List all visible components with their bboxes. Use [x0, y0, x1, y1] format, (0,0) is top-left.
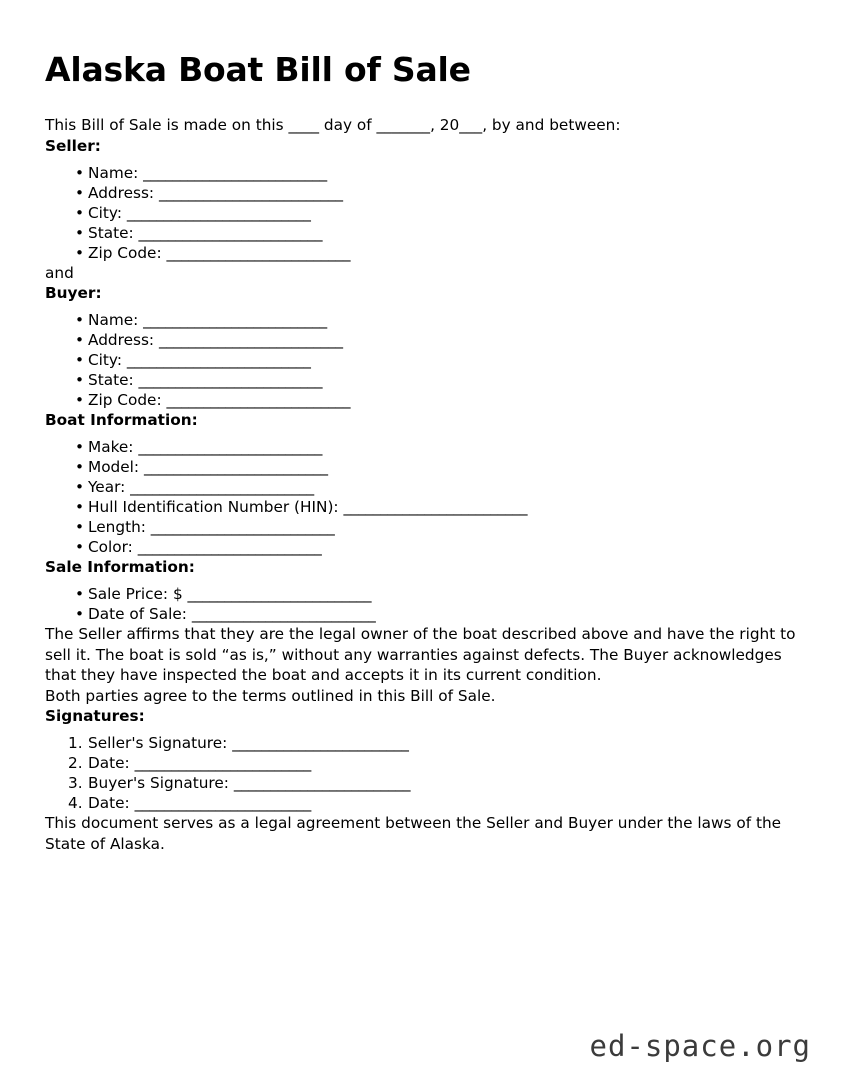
intro-paragraph: This Bill of Sale is made on this ____ day of _______, 20___, by and between: — [45, 116, 621, 135]
field-label: Make: — [88, 438, 134, 457]
field-label: Date of Sale: — [88, 605, 187, 624]
field-blank[interactable]: _________________________ — [138, 438, 323, 457]
list-item — [45, 477, 799, 497]
list-item — [45, 604, 799, 624]
sale-information-field-list — [45, 584, 799, 624]
field-label: City: — [88, 203, 123, 222]
bullet-icon: • — [75, 183, 85, 202]
bullet-icon: • — [75, 311, 85, 330]
field-blank[interactable]: _________________________ — [343, 498, 528, 517]
bullet-icon: • — [75, 351, 85, 370]
field-blank[interactable]: _________________________ — [137, 538, 322, 557]
buyer-heading: Buyer: — [45, 284, 102, 303]
list-number: 4. — [68, 794, 83, 813]
field-label: State: — [88, 223, 134, 242]
list-item — [45, 753, 799, 773]
field-blank[interactable]: ________________________ — [134, 794, 311, 813]
list-item — [45, 584, 799, 604]
field-label: Length: — [88, 518, 146, 537]
bullet-icon: • — [75, 243, 85, 262]
field-label: Date: — [88, 754, 130, 773]
page-title: Alaska Boat Bill of Sale — [45, 50, 471, 89]
field-blank[interactable]: ________________________ — [134, 754, 311, 773]
boat-information-field-list — [45, 437, 799, 557]
field-blank[interactable]: _________________________ — [138, 371, 323, 390]
field-blank[interactable]: _________________________ — [126, 203, 311, 222]
field-blank[interactable]: _________________________ — [166, 391, 351, 410]
bullet-icon: • — [75, 518, 85, 537]
field-blank[interactable]: _________________________ — [150, 518, 335, 537]
list-item — [45, 163, 799, 183]
field-label: Address: — [88, 183, 155, 202]
buyer-field-list — [45, 310, 799, 410]
field-label: Model: — [88, 458, 140, 477]
field-blank[interactable]: _________________________ — [191, 605, 376, 624]
bullet-icon: • — [75, 538, 85, 557]
field-label: Seller's Signature: — [88, 734, 228, 753]
list-item — [45, 223, 799, 243]
field-label: Year: — [88, 478, 126, 497]
field-label: State: — [88, 371, 134, 390]
bullet-icon: • — [75, 458, 85, 477]
list-item — [45, 330, 799, 350]
list-item — [45, 370, 799, 390]
bullet-icon: • — [75, 585, 85, 604]
signature-list — [45, 733, 799, 813]
field-blank[interactable]: _________________________ — [143, 458, 328, 477]
field-blank[interactable]: _________________________ — [130, 478, 314, 497]
sale-information-heading: Sale Information: — [45, 558, 195, 577]
field-label: Name: — [88, 163, 139, 182]
affirmation-paragraph: The Seller affirms that they are the legal owner of the boat described above and have the right to sell it. The boat is sold “as is,” without any warranties against defects. The Buyer acknowledges that they have inspected the boat and accepts it in its current condition. — [45, 625, 796, 685]
list-item — [45, 793, 799, 813]
list-number: 3. — [68, 774, 83, 793]
list-item — [45, 203, 799, 223]
field-label: City: — [88, 351, 123, 370]
bullet-icon: • — [75, 203, 85, 222]
bullet-icon: • — [75, 163, 85, 182]
field-label: Date: — [88, 794, 130, 813]
bullet-icon: • — [75, 391, 85, 410]
field-label: Buyer's Signature: — [88, 774, 229, 793]
list-item — [45, 733, 799, 753]
bullet-icon: • — [75, 371, 85, 390]
list-number: 1. — [68, 734, 83, 753]
field-blank[interactable]: _________________________ — [158, 331, 343, 350]
list-item — [45, 243, 799, 263]
document-content — [45, 52, 799, 854]
list-item — [45, 517, 799, 537]
footer-paragraph: This document serves as a legal agreement between the Seller and Buyer under the laws of the State of Alaska. — [45, 814, 782, 853]
list-item — [45, 457, 799, 477]
watermark: ed-space.org — [589, 1029, 811, 1063]
list-item — [45, 350, 799, 370]
list-item — [45, 183, 799, 203]
field-blank[interactable]: _________________________ — [126, 351, 311, 370]
bullet-icon: • — [75, 498, 85, 517]
signatures-heading: Signatures: — [45, 707, 145, 726]
list-item — [45, 310, 799, 330]
field-blank[interactable]: _________________________ — [143, 163, 327, 182]
list-item — [45, 537, 799, 557]
field-label: Zip Code: — [88, 243, 162, 262]
field-blank[interactable]: _________________________ — [143, 311, 327, 330]
agreement-paragraph: Both parties agree to the terms outlined in this Bill of Sale. — [45, 686, 496, 705]
bullet-icon: • — [75, 605, 85, 624]
field-label: Name: — [88, 311, 139, 330]
field-label: Address: — [88, 331, 155, 350]
seller-heading: Seller: — [45, 136, 101, 155]
bullet-icon: • — [75, 438, 85, 457]
list-item — [45, 773, 799, 793]
conjunction-text: and — [45, 263, 74, 282]
bullet-icon: • — [75, 223, 85, 242]
field-label: Zip Code: — [88, 391, 162, 410]
field-blank[interactable]: _________________________ — [138, 223, 323, 242]
field-label: Hull Identification Number (HIN): — [88, 498, 339, 517]
field-blank[interactable]: _________________________ — [187, 585, 372, 604]
list-item — [45, 390, 799, 410]
list-number: 2. — [68, 754, 83, 773]
field-blank[interactable]: ________________________ — [232, 734, 409, 753]
field-blank[interactable]: ________________________ — [233, 774, 411, 793]
bullet-icon: • — [75, 331, 85, 350]
field-label: Color: — [88, 538, 133, 557]
list-item — [45, 437, 799, 457]
seller-field-list — [45, 163, 799, 263]
field-blank[interactable]: _________________________ — [158, 183, 343, 202]
bullet-icon: • — [75, 478, 85, 497]
list-item — [45, 497, 799, 517]
field-label: Sale Price: $ — [88, 585, 183, 604]
field-blank[interactable]: _________________________ — [166, 243, 351, 262]
boat-information-heading: Boat Information: — [45, 411, 198, 430]
